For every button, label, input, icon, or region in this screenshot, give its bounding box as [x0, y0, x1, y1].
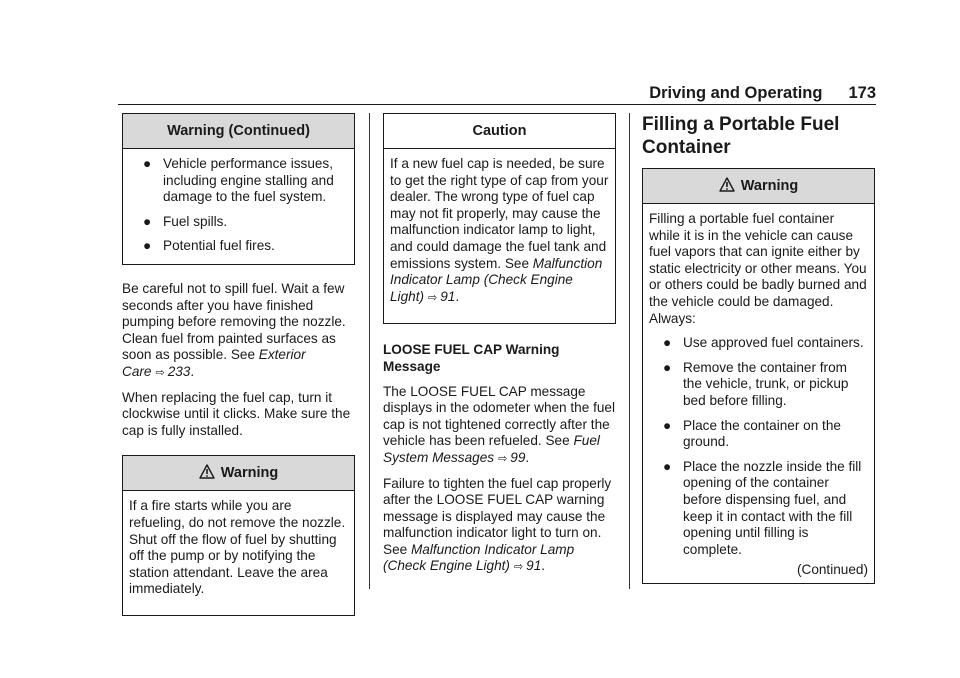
column-divider-2 — [629, 113, 630, 589]
caution-box — [383, 113, 616, 324]
warning-icon — [719, 177, 735, 192]
warning-box-title: Warning — [123, 456, 354, 491]
bullet-icon: ● — [143, 213, 152, 229]
paragraph: When replacing the fuel cap, turn it clockwise until it clicks. Make sure the cap is fully installed. — [122, 389, 351, 438]
section-heading: Filling a Portable Fuel Container — [642, 114, 840, 158]
page-reference[interactable]: 233 — [167, 363, 191, 379]
page-number: 173 — [848, 84, 876, 102]
warning-box — [642, 168, 875, 584]
column-divider-1 — [369, 113, 370, 589]
list-item: ● Place the container on the ground. — [663, 417, 841, 450]
warning-bullet-list — [649, 335, 868, 558]
page-arrow-icon: ⇨ — [513, 561, 524, 574]
list-item: ● Place the nozzle inside the fill opening of the container before dispensing fuel, and keep it in contact with the fill opening until filling is complete. — [663, 458, 862, 557]
warning-continued-title: Warning (Continued) — [123, 114, 354, 149]
paragraph: The LOOSE FUEL CAP message displays in the odometer when the fuel cap is not tightened correctly after the vehicle has been refueled. See Fuel System Messages ⇨ 99. — [383, 383, 615, 465]
page-reference[interactable]: 91 — [440, 288, 456, 304]
list-item: ● Use approved fuel containers. — [663, 335, 864, 351]
subheading: LOOSE FUEL CAP Warning Message — [383, 342, 560, 374]
section-title-header: Driving and Operating — [649, 84, 823, 102]
cross-reference-link[interactable]: Malfunction Indicator Lamp (Check Engine Light) — [390, 255, 603, 304]
cross-reference-link[interactable]: Malfunction Indicator Lamp (Check Engine Light) — [383, 541, 575, 574]
warning-box — [122, 455, 355, 616]
bullet-icon: ● — [143, 156, 152, 171]
continued-label: (Continued) — [796, 562, 868, 578]
bullet-icon: ● — [663, 359, 672, 375]
warning-continued-box — [122, 113, 355, 265]
bullet-icon: ● — [663, 335, 672, 351]
warning-continued-body — [123, 149, 354, 264]
list-item: ● Vehicle performance issues, including engine stalling and damage to the fuel system. — [143, 156, 334, 205]
warning-box-body: If a fire starts while you are refueling, do not remove the nozzle. Shut off the flow of fuel by shutting off the pump or by notifying the station attendant. Leave the area immediately. — [129, 498, 346, 597]
page-arrow-icon: ⇨ — [155, 366, 165, 379]
list-item: ● Potential fuel fires. — [143, 238, 275, 254]
page-reference[interactable]: 99 — [510, 449, 526, 465]
header-rule — [118, 104, 876, 105]
paragraph: Failure to tighten the fuel cap properly after the LOOSE FUEL CAP warning message is displayed may cause the malfunction indicator light to turn on. See Malfunction Indicator Lamp (Check Engine Light) ⇨ 91. — [383, 475, 612, 574]
page-arrow-icon: ⇨ — [428, 291, 438, 304]
list-item: ● Fuel spills. — [143, 213, 228, 229]
bullet-icon: ● — [663, 458, 672, 474]
cross-reference-link[interactable]: Fuel System Messages — [383, 433, 600, 465]
page-reference[interactable]: 91 — [526, 558, 542, 574]
bullet-icon: ● — [143, 238, 152, 254]
caution-title: Caution — [384, 114, 615, 149]
page-arrow-icon: ⇨ — [498, 452, 508, 465]
list-item: ● Remove the container from the vehicle, trunk, or pickup bed before filling. — [663, 359, 849, 408]
bullet-icon: ● — [663, 417, 672, 433]
caution-body: If a new fuel cap is needed, be sure to get the right type of cap from your dealer. The wrong type of fuel cap may not fit properly, may cause the malfunction indicator lamp to light, and could damage the fuel tank and emissions system. See Malfunction Indicator Lamp (Check Engine Light) ⇨ 91. — [390, 156, 609, 304]
page-header — [118, 84, 876, 102]
warning-box-title: Warning — [643, 169, 874, 204]
warning-icon — [199, 464, 215, 479]
paragraph: Be careful not to spill fuel. Wait a few seconds after you have finished pumping before removing the nozzle. Clean fuel from painted surfaces as soon as possible. See Exterior Care ⇨ 233. — [122, 280, 346, 379]
column-2 — [383, 113, 616, 584]
column-1 — [122, 113, 355, 616]
cross-reference-link[interactable]: Exterior Care — [122, 347, 306, 379]
warning-bullet-list — [129, 156, 348, 255]
column-3 — [642, 113, 875, 584]
warning-intro: Filling a portable fuel container while it is in the vehicle can cause fuel vapors that can ignite either by static electricity or other means. You or others could be badly burned and the vehicle could be damaged. Always: — [649, 211, 867, 326]
warning-box-body — [643, 204, 874, 583]
